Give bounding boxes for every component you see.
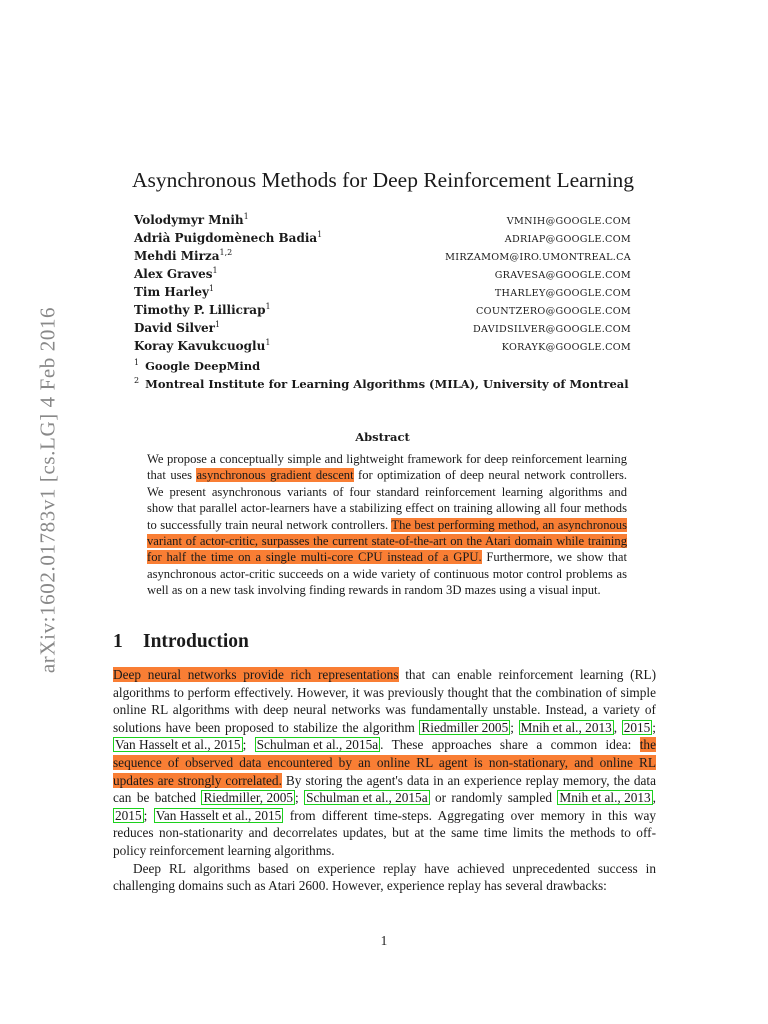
author-email: DAVIDSILVER@GOOGLE.COM: [472, 324, 631, 335]
citation-link[interactable]: Schulman et al., 2015a: [306, 790, 428, 806]
section-title: Introduction: [143, 631, 249, 652]
author-name: Volodymyr Mnih$^1$: [134, 212, 249, 227]
author-row: [134, 248, 631, 266]
author-name: Koray Kavukcuoglu$^1$: [134, 338, 271, 353]
section-heading: [113, 631, 249, 653]
author-email: THARLEY@GOOGLE.COM: [494, 288, 631, 299]
citation-link[interactable]: Schulman et al., 2015a: [256, 737, 379, 753]
author-row: [134, 266, 631, 284]
author-row: [134, 320, 631, 338]
author-name: Alex Graves$^1$: [134, 266, 218, 281]
citation-link[interactable]: Van Hasselt et al., 2015: [155, 807, 282, 823]
author-name: Tim Harley$^1$: [134, 284, 215, 299]
citation-link[interactable]: Van Hasselt et al., 2015: [115, 737, 241, 753]
author-row: [134, 212, 631, 230]
author-list: [134, 212, 631, 356]
text-highlight: Deep neural networks provide rich representations: [113, 667, 399, 682]
citation-link[interactable]: 2015: [115, 807, 142, 823]
author-name: Timothy P. Lillicrap$^1$: [134, 302, 271, 317]
arxiv-identifier: arXiv:1602.01783v1 [cs.LG] 4 Feb 2016: [35, 306, 60, 674]
author-email: GRAVESA@GOOGLE.COM: [494, 270, 631, 281]
author-row: [134, 302, 631, 320]
paragraph: Deep neural networks provide rich representations that can enable reinforcement learning (RL) algorithms to perform effectively. However, it was previously thought that the combination of simple online RL algorithms with deep neural networks was fundamentally unstable. Instead, a variety of solutions have been proposed to stabilize the algorithm Riedmiller 2005 ; Mnih et al., 2013 , 2015 ; Van Hasselt et al., 2015 ; Schulman et al., 2015a . These approaches share a common idea: the sequence of observed data encountered by an online RL agent is non-stationary, and online RL updates are strongly correlated. By storing the agent's data in an experience replay memory, the data can be batched Riedmiller, 2005 ; Schulman et al., 2015a or randomly sampled Mnih et al., 2013 , 2015 ; Van Hasselt et al., 2015 from different time-steps. Aggregating over memory in this way reduces non-stationarity and decorrelates updates, but at the same time limits the methods to off-policy reinforcement learning algorithms.: [113, 667, 656, 858]
citation-link[interactable]: Mnih et al., 2013: [559, 790, 651, 806]
author-email: COUNTZERO@GOOGLE.COM: [476, 306, 631, 317]
citation-link[interactable]: 2015: [623, 719, 651, 735]
author-email: MIRZAMOM@IRO.UMONTREAL.CA: [445, 252, 631, 263]
text-highlight: the sequence of observed data encountered by an online RL agent is non-stationary, and online RL updates are strongly correlated.: [113, 737, 656, 788]
page-number: 1: [380, 933, 388, 948]
author-email: KORAYK@GOOGLE.COM: [501, 342, 631, 353]
author-name: Mehdi Mirza$^{1,2}$: [134, 248, 233, 263]
abstract-highlight: The best performing method, an asynchronous variant of actor-critic, surpasses the current state-of-the-art on the Atari domain while training for half the time on a single multi-core CPU instead of a GPU.: [147, 517, 627, 565]
affiliation-list: [134, 358, 634, 393]
affiliation: $^1$ Google DeepMind: [134, 358, 261, 373]
author-row: [134, 338, 631, 356]
author-name: David Silver$^1$: [134, 320, 221, 335]
abstract-text: We propose a conceptually simple and lightweight framework for deep reinforcement learning that uses: [147, 452, 627, 483]
paper-title: Asynchronous Methods for Deep Reinforcement Learning: [131, 168, 635, 192]
author-email: ADRIAP@GOOGLE.COM: [504, 234, 631, 245]
introduction-body: [113, 666, 656, 895]
citation-link[interactable]: Riedmiller 2005: [421, 719, 509, 735]
author-name: Adrià Puigdomènech Badia$^1$: [134, 230, 323, 245]
author-email: VMNIH@GOOGLE.COM: [506, 216, 631, 227]
section-number: 1: [113, 631, 123, 652]
paragraph: Deep RL algorithms based on experience replay have achieved unprecedented success in challenging domains such as Atari 2600. However, experience replay has several drawbacks:: [113, 860, 656, 894]
abstract-highlight: asynchronous gradient descent: [196, 468, 354, 483]
affiliation: $^2$ Montreal Institute for Learning Algorithms (MILA), University of Montreal: [134, 375, 629, 391]
citation-link[interactable]: Riedmiller, 2005: [203, 790, 294, 806]
abstract-text: for optimization of deep neural network controllers. We present asynchronous variants of four standard reinforcement learning algorithms and show that parallel actor-learners have a stabilizing effect on training allowing all four methods to successfully train neural network controllers.: [147, 468, 628, 532]
author-row: [134, 230, 631, 248]
citation-link[interactable]: Mnih et al., 2013: [520, 719, 612, 735]
abstract-body: [147, 451, 627, 599]
abstract-text: Furthermore, we show that asynchronous actor-critic succeeds on a wide variety of continuous motor control problems as well as on a new task involving finding rewards in random 3D mazes using a visual input.: [147, 550, 627, 598]
author-row: [134, 284, 631, 302]
abstract-heading: Abstract: [355, 430, 410, 444]
